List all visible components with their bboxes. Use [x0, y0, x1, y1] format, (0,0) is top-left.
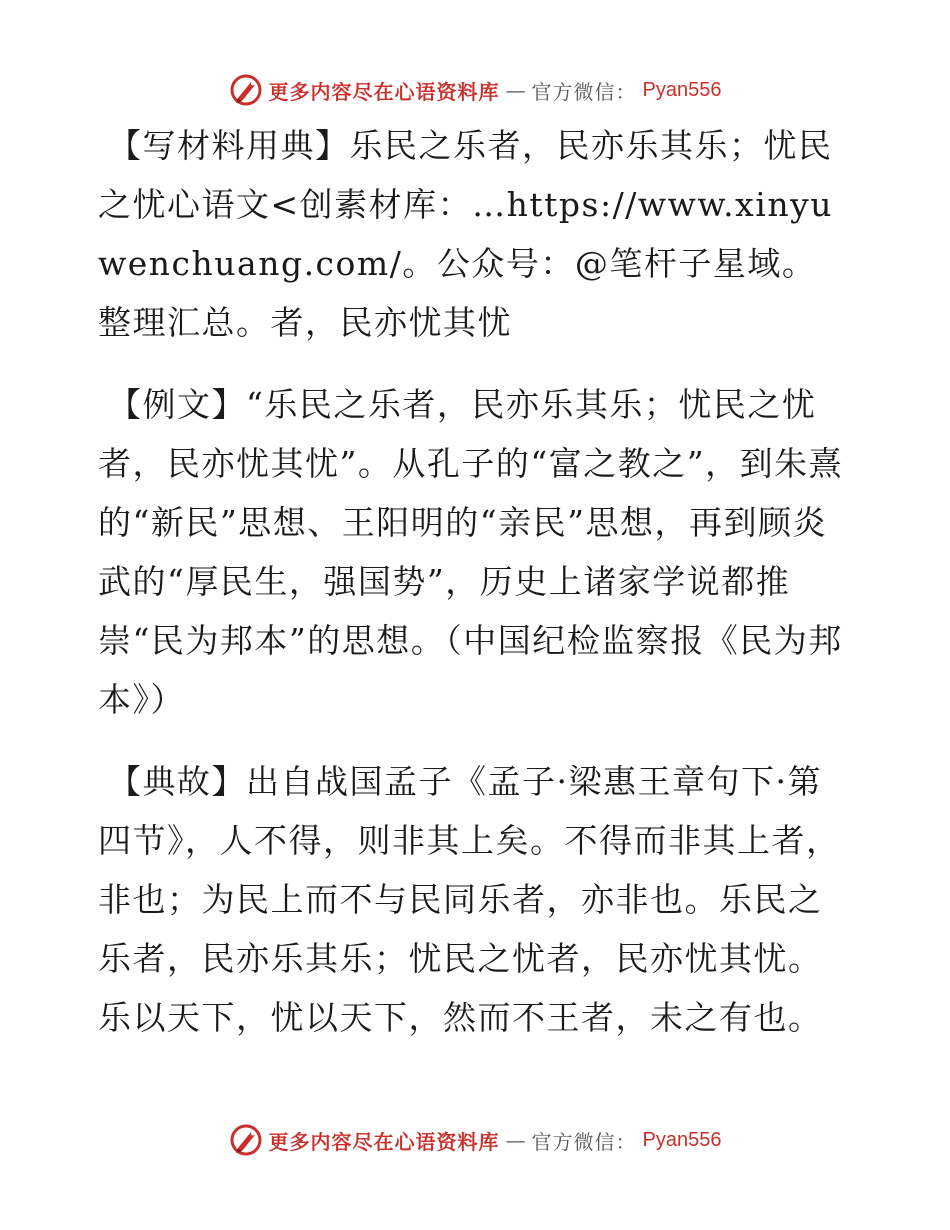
- document-body: [98, 116, 850, 1070]
- banner-site-text: 更多内容尽在心语资料库: [268, 1129, 500, 1154]
- banner-wechat-id: Pyan556: [642, 1128, 722, 1151]
- banner-site-text: 更多内容尽在心语资料库: [268, 79, 500, 104]
- banner-wechat-label: 官方微信：: [531, 79, 637, 104]
- paragraph-body: “乐民之乐者，民亦乐其乐；忧民之忧者，民亦忧其忧”。从孔子的“富之教之”，到朱熹的“新民”思想、王阳明的“亲民”思想，再到顾炎武的“厚民生，强国势”，历史上诸家学说都推崇“民为邦本”的思想。（中国纪检监察报《民为邦本》）: [98, 385, 844, 719]
- footer-watermark-banner: [0, 1120, 950, 1160]
- banner-dash: —: [505, 78, 526, 102]
- banner-dash: —: [505, 1128, 526, 1152]
- header-watermark-banner: [0, 70, 950, 110]
- banner-wechat-label: 官方微信：: [531, 1129, 637, 1154]
- paragraph-example: [98, 375, 850, 729]
- paragraph-tag: 【写材料用典】: [108, 126, 350, 165]
- paragraph-tag: 【典故】: [108, 762, 246, 801]
- paragraph-body: 出自战国孟子《孟子·梁惠王章句下·第四节》，人不得，则非其上矣。不得而非其上者，非也；为民上而不与民同乐者，亦非也。乐民之乐者，民亦乐其乐；忧民之忧者，民亦忧其忧。乐以天下，忧以天下，然而不王者，未之有也。: [98, 762, 841, 1037]
- paragraph-writing-citation: [98, 116, 850, 352]
- paragraph-body: 乐民之乐者，民亦乐其乐；忧民之忧心语文<创素材库：…https://www.xinyuwenchuang.com/。公众号：@笔杆子星域。整理汇总。者，民亦忧其忧: [98, 126, 833, 342]
- banner-wechat-id: Pyan556: [642, 78, 722, 101]
- paragraph-tag: 【例文】: [108, 385, 246, 424]
- paragraph-allusion: [98, 752, 850, 1047]
- banner-inner: [229, 73, 722, 107]
- pen-logo-icon: [229, 1123, 263, 1157]
- pen-logo-icon: [229, 73, 263, 107]
- banner-inner: [229, 1123, 722, 1157]
